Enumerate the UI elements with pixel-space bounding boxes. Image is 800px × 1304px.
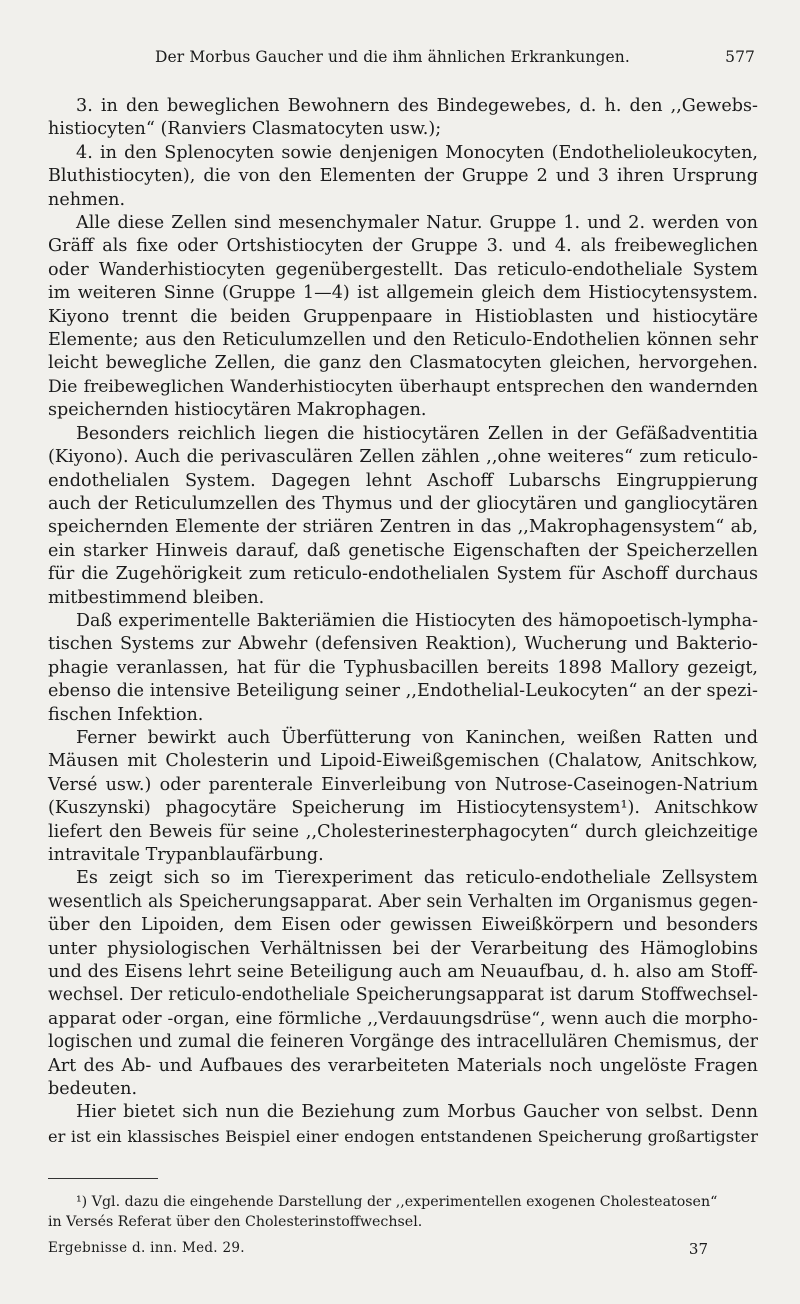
text-line: phagie veranlassen, hat für die Typhusbacillen bereits 1898 Mallory gezeigt, bbox=[48, 657, 758, 678]
text-line: Es zeigt sich so im Tierexperiment das reticulo-endotheliale Zellsystem bbox=[76, 868, 758, 889]
text-line: Bluthistiocyten), die von den Elementen der Gruppe 2 und 3 ihren Ursprung bbox=[48, 166, 758, 187]
text-line: apparat oder -organ, eine förmliche ,,Verdauungsdrüse“, wenn auch die morpho- bbox=[48, 1008, 758, 1029]
text-line: Elemente; aus den Reticulumzellen und den Reticulo-Endothelien können sehr bbox=[48, 330, 758, 351]
text-line: auch der Reticulumzellen des Thymus und der gliocytären und gangliocytären bbox=[48, 493, 758, 514]
text-line: ein starker Hinweis darauf, daß genetische Eigenschaften der Speicherzellen bbox=[48, 540, 758, 561]
footnote bbox=[48, 1192, 758, 1232]
text-line: über den Lipoiden, dem Eisen oder gewissen Eiweißkörpern und besonders bbox=[48, 915, 758, 936]
text-line: intravitale Trypanblaufärbung. bbox=[48, 845, 324, 865]
text-line: im weiteren Sinne (Gruppe 1—4) ist allgemein gleich dem Histiocytensystem. bbox=[48, 283, 758, 304]
sheet-number: 37 bbox=[688, 1240, 708, 1258]
text-line: speichernden Elemente der striären Zentren in das ,,Makrophagensystem“ ab, bbox=[48, 517, 758, 538]
text-line: 3. in den beweglichen Bewohnern des Bindegewebes, d. h. den ,,Gewebs- bbox=[76, 96, 758, 116]
page-number: 577 bbox=[725, 48, 755, 66]
text-line: endothelialen System. Dagegen lehnt Aschoff Lubarschs Eingruppierung bbox=[48, 470, 758, 491]
footnote-line: ¹) Vgl. dazu die eingehende Darstellung der ,,experimentellen exogenen Cholesteatosen“ bbox=[76, 1194, 718, 1210]
text-line: nehmen. bbox=[48, 189, 126, 210]
text-line: histiocyten“ (Ranviers Clasmatocyten usw.); bbox=[48, 119, 442, 140]
text-line: (Kuszynski) phagocytäre Speicherung im Histiocytensystem¹). Anitschkow bbox=[48, 798, 758, 819]
signature-mark: Ergebnisse d. inn. Med. 29. bbox=[48, 1240, 245, 1256]
text-line: wechsel. Der reticulo-endotheliale Speicherungsapparat ist darum Stoffwechsel- bbox=[48, 985, 758, 1006]
text-line: speichernden histiocytären Makrophagen. bbox=[48, 400, 427, 421]
text-line: Art des Ab- und Aufbaues des verarbeiteten Materials noch ungelöste Fragen bbox=[48, 1055, 758, 1076]
text-line: Alle diese Zellen sind mesenchymaler Natur. Gruppe 1. und 2. werden von bbox=[76, 213, 758, 234]
text-line: Die freibeweglichen Wanderhistiocyten überhaupt entsprechen den wandernden bbox=[48, 376, 758, 397]
text-line: Daß experimentelle Bakteriämien die Histiocyten des hämopoetisch-lympha- bbox=[76, 610, 758, 631]
text-line: Versé usw.) oder parenterale Einverleibung von Nutrose-Caseinogen-Natrium bbox=[48, 774, 758, 795]
text-line: bedeuten. bbox=[48, 1079, 138, 1100]
body-text bbox=[48, 95, 758, 1148]
text-line: liefert den Beweis für seine ,,Cholesterinesterphagocyten“ durch gleichzeitige bbox=[48, 821, 758, 842]
text-line: für die Zugehörigkeit zum reticulo-endothelialen System für Aschoff durchaus bbox=[48, 564, 758, 585]
text-line: tischen Systems zur Abwehr (defensiven Reaktion), Wucherung und Bakterio- bbox=[48, 634, 758, 655]
text-line: fischen Infektion. bbox=[48, 704, 204, 725]
text-line: 4. in den Splenocyten sowie denjenigen Monocyten (Endothelioleukocyten, bbox=[76, 142, 758, 163]
text-line: und des Eisens lehrt seine Beteiligung auch am Neuaufbau, d. h. also am Stoff- bbox=[48, 962, 758, 983]
text-line: mitbestimmend bleiben. bbox=[48, 587, 265, 608]
text-line: oder Wanderhistiocyten gegenübergestellt. Das reticulo-endotheliale System bbox=[48, 259, 758, 280]
running-head-title: Der Morbus Gaucher und die ihm ähnlichen Erkrankungen. bbox=[155, 48, 630, 66]
text-line: unter physiologischen Verhältnissen bei der Verarbeitung des Hämoglobins bbox=[48, 938, 758, 959]
text-line: Gräff als fixe oder Ortshistiocyten der Gruppe 3. und 4. als freibeweglichen bbox=[48, 236, 758, 257]
text-line: leicht bewegliche Zellen, die ganz den Clasmatocyten gleichen, hervorgehen. bbox=[48, 353, 758, 374]
text-line: Besonders reichlich liegen die histiocytären Zellen in der Gefäßadventitia bbox=[76, 423, 758, 444]
text-line: logischen und zumal die feineren Vorgänge des intracellulären Chemismus, der bbox=[48, 1032, 758, 1053]
text-line: ebenso die intensive Beteiligung seiner ,,Endothelial-Leukocyten“ an der spezi- bbox=[48, 681, 758, 702]
footnote-line: in Versés Referat über den Cholesterinstoffwechsel. bbox=[48, 1214, 423, 1230]
footnote-rule bbox=[48, 1178, 158, 1179]
text-line: Mäusen mit Cholesterin und Lipoid-Eiweißgemischen (Chalatow, Anitschkow, bbox=[48, 751, 758, 772]
text-line: er ist ein klassisches Beispiel einer endogen entstandenen Speicherung großartigster bbox=[48, 1126, 758, 1146]
text-line: (Kiyono). Auch die perivasculären Zellen zählen ,,ohne weiteres“ zum reticulo- bbox=[48, 447, 758, 468]
text-line: wesentlich als Speicherungsapparat. Aber sein Verhalten im Organismus gegen- bbox=[48, 891, 758, 912]
text-line: Hier bietet sich nun die Beziehung zum Morbus Gaucher von selbst. Denn bbox=[76, 1102, 758, 1123]
text-line: Kiyono trennt die beiden Gruppenpaare in Histioblasten und histiocytäre bbox=[48, 306, 758, 327]
text-line: Ferner bewirkt auch Überfütterung von Kaninchen, weißen Ratten und bbox=[76, 727, 758, 748]
